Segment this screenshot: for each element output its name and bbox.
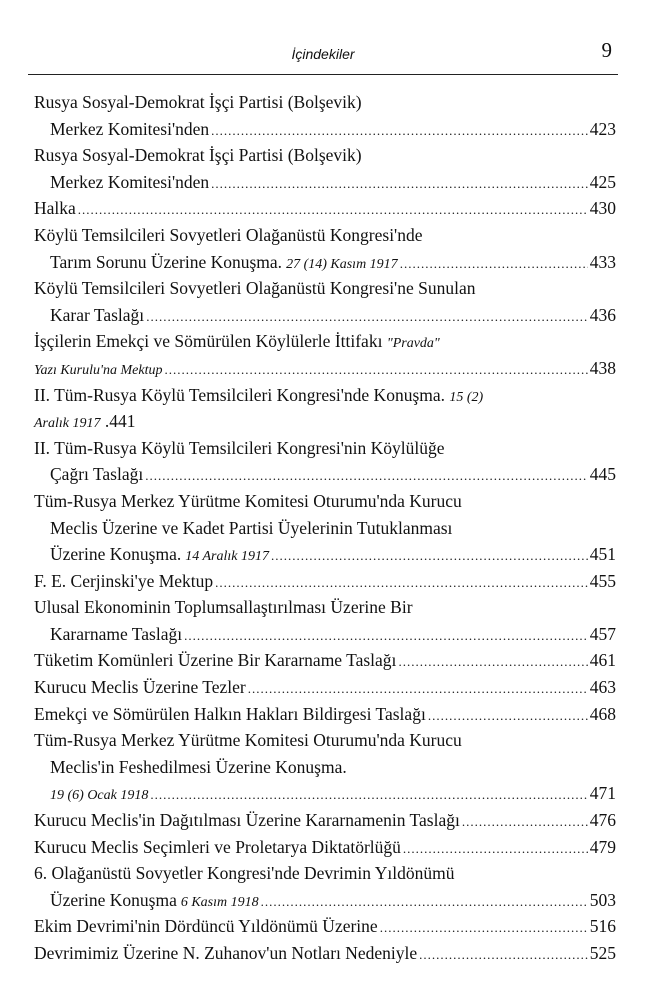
toc-entry-title: Merkez Komitesi'nden (50, 118, 210, 139)
toc-entry-title: II. Tüm-Rusya Köylü Temsilcileri Kongresi'nin Köylülüğe (34, 437, 445, 458)
toc-page-number: 455 (589, 570, 616, 591)
toc-entry-line (34, 355, 616, 382)
toc-page-number: 438 (589, 357, 616, 378)
toc-entry-title: Tüm-Rusya Merkez Yürütme Komitesi Oturumu'nda Kurucu (34, 490, 462, 511)
toc-entry-title: Emekçi ve Sömürülen Halkın Hakları Bildirgesi Taslağı (34, 703, 426, 724)
toc-page-number: 433 (589, 251, 616, 272)
dot-leader (215, 568, 588, 597)
toc-entry-line (34, 116, 616, 143)
dot-leader (211, 169, 588, 198)
toc-entry-date: 19 (6) Ocak 1918 (50, 788, 149, 804)
dot-leader (146, 302, 588, 331)
toc-entry-line (34, 887, 616, 914)
toc-entry-line (34, 222, 616, 249)
toc-entry-line (34, 727, 616, 754)
dot-leader (261, 887, 588, 916)
toc-entry-line (34, 382, 616, 409)
toc-entry-line (34, 860, 616, 887)
toc-page-number: 516 (589, 916, 616, 937)
toc-entry-title: F. E. Cerjinski'ye Mektup (34, 570, 214, 591)
toc-entry-line (34, 807, 616, 834)
toc-entry-title: Kurucu Meclis Seçimleri ve Proletarya Diktatörlüğü (34, 836, 401, 857)
toc-entry-line (34, 754, 616, 781)
toc-page-number: 430 (589, 198, 616, 219)
toc-entry-title: Devrimimiz Üzerine N. Zuhanov'un Notları Nedeniyle (34, 943, 418, 963)
toc-entry-line (34, 488, 616, 515)
running-title: İçindekiler (291, 46, 355, 62)
toc-entry-line (34, 302, 616, 329)
toc-page-number: 425 (589, 171, 616, 192)
toc-page-number: 468 (589, 703, 616, 724)
toc-entry-line (34, 674, 616, 701)
toc-page-number: 479 (589, 836, 616, 857)
dot-leader (428, 701, 588, 730)
toc-page-number: 436 (589, 304, 616, 325)
toc-entry-title: Merkez Komitesi'nden (50, 171, 210, 192)
toc-entry-line (34, 568, 616, 595)
dot-leader (419, 940, 588, 969)
toc-entry-title: 6. Olağanüstü Sovyetler Kongresi'nde Devrimin Yıldönümü (34, 863, 455, 884)
toc-entry-title: Üzerine Konuşma (50, 889, 177, 910)
toc-entry-line (34, 435, 616, 462)
toc-entry-line (34, 249, 616, 276)
toc-entry-italic: Aralık 1917 (34, 416, 101, 432)
toc-entry-title: İşçilerin Emekçi ve Sömürülen Köylülerle İttifakı (34, 331, 383, 352)
dot-leader (145, 461, 588, 490)
table-of-contents (34, 89, 616, 967)
toc-entry-line (34, 461, 616, 488)
toc-entry-line (34, 913, 616, 940)
toc-entry-title: Çağrı Taslağı (50, 464, 144, 485)
toc-entry-title: Tarım Sorunu Üzerine Konuşma. (50, 251, 283, 272)
toc-entry-title: Kurucu Meclis Üzerine Tezler (34, 677, 246, 698)
toc-entry-line (34, 940, 616, 967)
dot-leader (184, 621, 588, 650)
dot-leader (211, 116, 588, 145)
toc-entry-date: 27 (14) Kasım 1917 (286, 256, 398, 272)
dot-leader (248, 674, 588, 703)
toc-entry-line (34, 408, 616, 435)
toc-page-number: 457 (589, 623, 616, 644)
toc-entry-line (34, 142, 616, 169)
toc-entry-date: 14 Aralık 1917 (185, 549, 269, 565)
dot-leader (150, 780, 587, 809)
toc-entry-title: II. Tüm-Rusya Köylü Temsilcileri Kongresi'nde Konuşma. (34, 384, 446, 405)
toc-entry-title: Meclis Üzerine ve Kadet Partisi Üyelerinin Tutuklanması (50, 517, 453, 538)
toc-entry-title: Köylü Temsilcileri Sovyetleri Olağanüstü Kongresi'ne Sunulan (34, 278, 476, 299)
toc-entry-line (34, 195, 616, 222)
toc-entry-italic: "Pravda" (386, 336, 440, 352)
toc-entry-title: Kararname Taslağı (50, 623, 183, 644)
toc-page-number: 476 (589, 810, 616, 831)
toc-entry-line (34, 834, 616, 861)
dot-leader (462, 807, 588, 836)
toc-entry-title: Ulusal Ekonominin Toplumsallaştırılması Üzerine Bir (34, 597, 413, 618)
toc-page-number: 423 (589, 118, 616, 139)
toc-entry-line (34, 780, 616, 807)
toc-entry-title: Rusya Sosyal-Demokrat İşçi Partisi (Bolşevik) (34, 145, 362, 166)
toc-entry-title: Ekim Devrimi'nin Dördüncü Yıldönümü Üzerine (34, 916, 378, 937)
toc-entry-title: Rusya Sosyal-Demokrat İşçi Partisi (Bolşevik) (34, 92, 362, 112)
toc-entry-line (34, 594, 616, 621)
dot-leader (380, 913, 588, 942)
toc-entry-title: Tüketim Komünleri Üzerine Bir Kararname Taslağı (34, 650, 397, 671)
toc-page-number: 463 (589, 677, 616, 698)
toc-entry-title: Tüm-Rusya Merkez Yürütme Komitesi Oturumu'nda Kurucu (34, 730, 462, 751)
toc-page-number: 461 (589, 650, 616, 671)
toc-page-number: 451 (589, 544, 616, 565)
toc-entry-italic: 15 (2) (449, 389, 484, 405)
page-header (28, 38, 618, 75)
dot-leader (403, 834, 588, 863)
toc-entry-line (34, 328, 616, 355)
dot-leader (271, 541, 588, 570)
toc-page-number: 471 (589, 783, 616, 804)
toc-page-number: .441 (104, 411, 136, 432)
dot-leader (165, 355, 588, 384)
toc-entry-title: Halka (34, 198, 76, 219)
page-number: 9 (601, 38, 612, 62)
toc-entry-title: Üzerine Konuşma. (50, 544, 182, 565)
toc-page-number: 445 (589, 464, 616, 485)
toc-entry-line (34, 621, 616, 648)
toc-entry-line (34, 541, 616, 568)
toc-entry-title: Köylü Temsilcileri Sovyetleri Olağanüstü Kongresi'nde (34, 224, 423, 245)
toc-page-number: 525 (589, 943, 616, 963)
dot-leader (400, 249, 588, 278)
toc-entry-line (34, 275, 616, 302)
toc-entry-line (34, 701, 616, 728)
toc-entry-line (34, 169, 616, 196)
toc-entry-date: 6 Kasım 1918 (180, 894, 259, 910)
toc-entry-line (34, 89, 616, 116)
toc-page-number: 503 (589, 889, 616, 910)
toc-entry-line (34, 515, 616, 542)
dot-leader (78, 195, 588, 224)
toc-entry-title: Kurucu Meclis'in Dağıtılması Üzerine Kararnamenin Taslağı (34, 810, 460, 831)
toc-entry-italic: Yazı Kurulu'na Mektup (34, 362, 163, 378)
toc-entry-title: Karar Taslağı (50, 304, 145, 325)
toc-entry-line (34, 647, 616, 674)
toc-entry-title: Meclis'in Feshedilmesi Üzerine Konuşma. (50, 756, 347, 777)
dot-leader (398, 647, 587, 676)
